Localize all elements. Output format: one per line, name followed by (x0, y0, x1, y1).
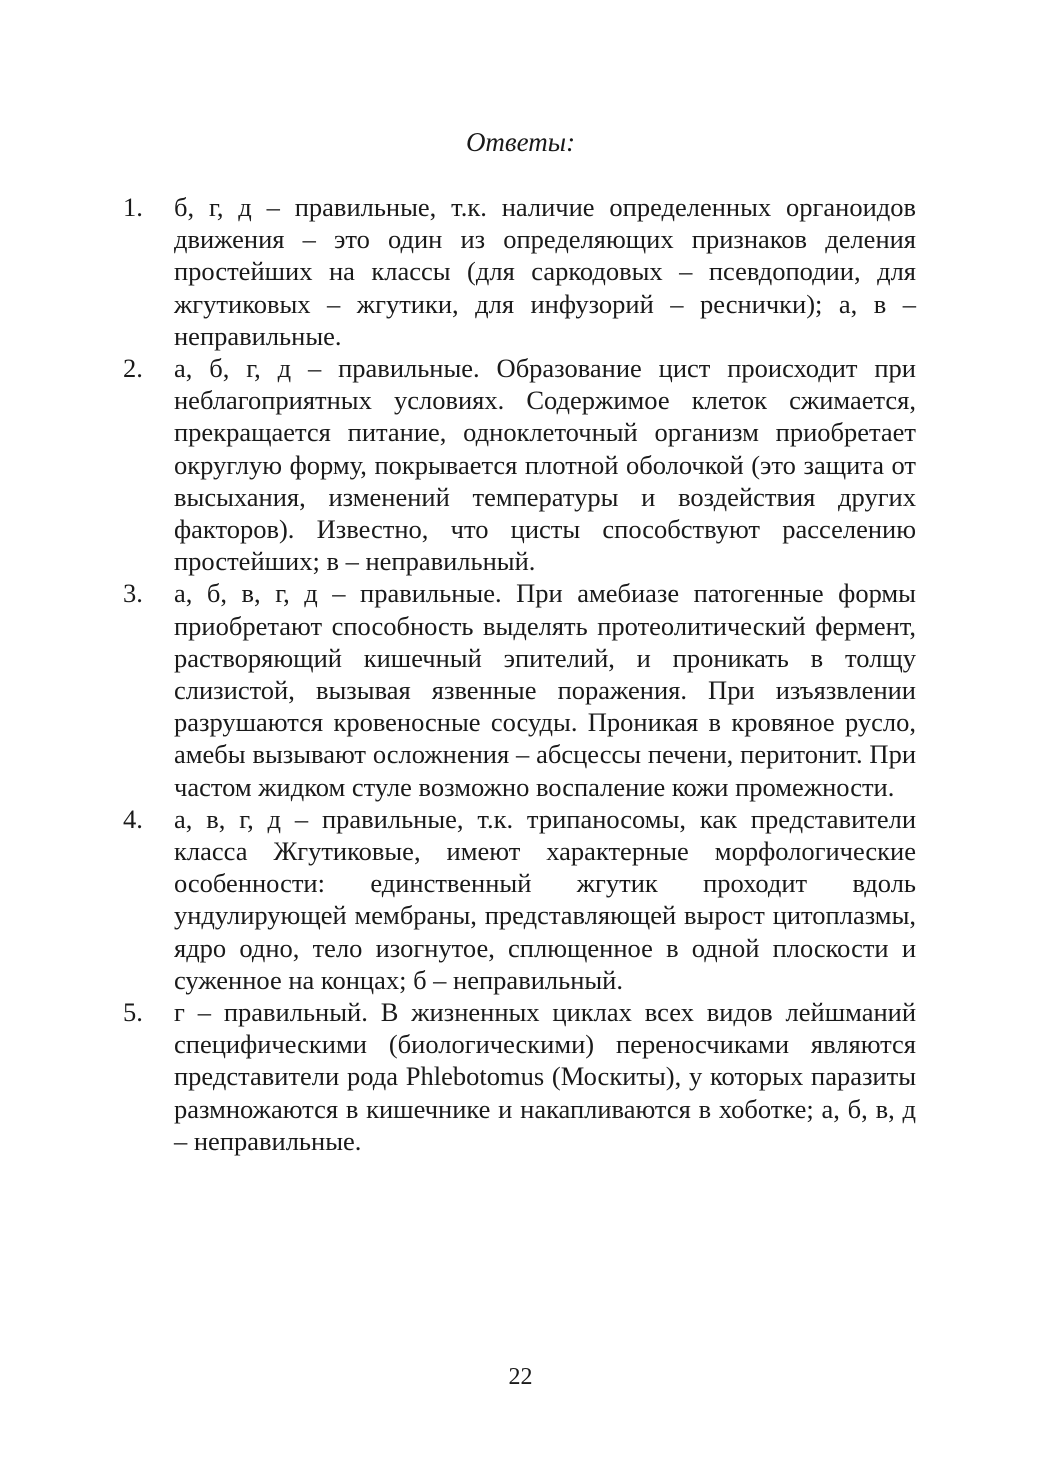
answer-text: б, г, д – правильные, т.к. наличие определенных органоидов движения – это один из определяющих признаков деления простейших на классы (для саркодовых – псевдоподии, для жгутиковых – жгутики, для инфузорий – реснички); а, в – неправильные. (174, 192, 916, 351)
answer-item-4 (0, 803, 1041, 996)
answer-item-3 (0, 577, 1041, 802)
answer-item-5 (0, 996, 1041, 1157)
answer-item-2 (0, 352, 1041, 577)
answers-heading: Ответы: (465, 127, 576, 157)
answer-number: 2. (123, 353, 143, 384)
answers-list (0, 191, 1041, 1157)
answer-number: 1. (123, 192, 143, 222)
answer-text: а, в, г, д – правильные, т.к. трипаносомы, как представители класса Жгутиковые, имеют характерные морфологические особенности: единственный жгутик проходит вдоль ундулирующей мембраны, представляющей вырост цитоплазмы, ядро одно, тело изогнутое, сплющенное в одной плоскости и суженное на концах; б – неправильный. (174, 803, 916, 995)
answer-number: 4. (123, 803, 143, 834)
answer-text: а, б, г, д – правильные. Образование цист происходит при неблагоприятных условиях. Содержимое клеток сжимается, прекращается питание, одноклеточный организм приобретает округлую форму, покрывается плотной оболочкой (это защита от высыхания, изменений температуры и воздействия других факторов). Известно, что цисты способствуют расселению простейших; в – неправильный. (174, 353, 916, 577)
answer-number: 3. (123, 578, 143, 609)
answer-item-1 (0, 191, 1041, 352)
answer-text: г – правильный. В жизненных циклах всех видов лейшманий специфическими (биологическими) переносчиками являются представители рода Phlebotomus (Москиты), у которых паразиты размножаются в кишечнике и накапливаются в хоботке; а, б, в, д – неправильные. (174, 997, 916, 1156)
answer-number: 5. (123, 997, 143, 1028)
answer-text: а, б, в, г, д – правильные. При амебиазе патогенные формы приобретают способность выделять протеолитический фермент, растворяющий кишечный эпителий, и проникать в толщу слизистой, вызывая язвенные поражения. При изъязвлении разрушаются кровеносные сосуды. Проникая в кровяное русло, амебы вызывают осложнения – абсцессы печени, перитонит. При частом жидком стуле возможно воспаление кожи промежности. (174, 578, 916, 802)
page-number: 22 (508, 1364, 533, 1390)
